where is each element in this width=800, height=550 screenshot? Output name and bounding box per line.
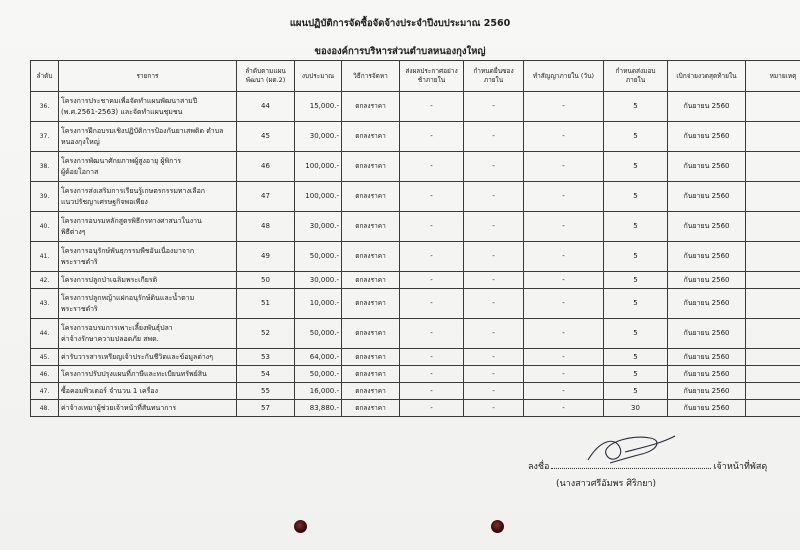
row-bid: - [464, 366, 524, 383]
row-disburse: กันยายน 2560 [668, 152, 746, 182]
table-row [31, 122, 800, 152]
row-item-line1: โครงการฝึกอบรมเชิงปฏิบัติการป้องกันยาเสพติด ตำบล [61, 126, 224, 135]
row-no: 40. [31, 212, 59, 242]
row-deliver: 5 [604, 289, 668, 319]
row-budget: 50,000.- [295, 319, 342, 349]
row-disburse: กันยายน 2560 [668, 92, 746, 122]
row-deliver: 30 [604, 400, 668, 417]
table-row [31, 272, 800, 289]
row-item-line1: ซื้อคอมพิวเตอร์ จำนวน 1 เครื่อง [61, 386, 159, 395]
row-method: ตกลงราคา [342, 212, 400, 242]
row-method: ตกลงราคา [342, 383, 400, 400]
row-deliver: 5 [604, 272, 668, 289]
row-disburse: กันยายน 2560 [668, 242, 746, 272]
row-item [59, 182, 237, 212]
row-plan-ref: 57 [237, 400, 295, 417]
row-item [59, 272, 237, 289]
row-item [59, 383, 237, 400]
row-item-line2: พระราชดำริ [61, 304, 98, 313]
row-method: ตกลงราคา [342, 122, 400, 152]
header-note: หมายเหตุ [746, 61, 800, 92]
binder-hole-left [294, 520, 307, 533]
row-bid: - [464, 182, 524, 212]
row-item-line1: โครงการอบรมหลักสูตรพิธีกรทางศาสนาในงาน [61, 216, 202, 225]
row-contract: - [524, 182, 604, 212]
row-announce: - [400, 349, 464, 366]
row-note [746, 349, 800, 366]
row-deliver: 5 [604, 152, 668, 182]
row-disburse: กันยายน 2560 [668, 289, 746, 319]
table-row [31, 349, 800, 366]
header-plan-ref: ลำดับตามแผนพัฒนา (ผด.2) [237, 61, 295, 92]
table-row [31, 92, 800, 122]
row-announce: - [400, 319, 464, 349]
row-budget: 16,000.- [295, 383, 342, 400]
row-bid: - [464, 349, 524, 366]
row-bid: - [464, 242, 524, 272]
header-deliver: กำหนดส่งมอบภายใน [604, 61, 668, 92]
row-bid: - [464, 92, 524, 122]
row-plan-ref: 55 [237, 383, 295, 400]
row-deliver: 5 [604, 242, 668, 272]
document-subtitle: ขององค์การบริหารส่วนตำบลหนองกุงใหญ่ [314, 46, 486, 57]
row-plan-ref: 47 [237, 182, 295, 212]
row-contract: - [524, 400, 604, 417]
row-bid: - [464, 272, 524, 289]
row-note [746, 319, 800, 349]
row-plan-ref: 53 [237, 349, 295, 366]
row-contract: - [524, 212, 604, 242]
row-no: 44. [31, 319, 59, 349]
row-note [746, 152, 800, 182]
row-note [746, 289, 800, 319]
row-contract: - [524, 319, 604, 349]
row-contract: - [524, 366, 604, 383]
row-disburse: กันยายน 2560 [668, 272, 746, 289]
row-announce: - [400, 212, 464, 242]
row-bid: - [464, 400, 524, 417]
row-contract: - [524, 349, 604, 366]
row-plan-ref: 45 [237, 122, 295, 152]
row-item [59, 92, 237, 122]
row-item-line2: ค่าจ้างรักษาความปลอดภัย สพด. [61, 334, 159, 343]
row-note [746, 92, 800, 122]
row-budget: 50,000.- [295, 366, 342, 383]
row-disburse: กันยายน 2560 [668, 212, 746, 242]
row-contract: - [524, 92, 604, 122]
row-disburse: กันยายน 2560 [668, 122, 746, 152]
row-no: 37. [31, 122, 59, 152]
row-budget: 83,880.- [295, 400, 342, 417]
row-item [59, 122, 237, 152]
row-bid: - [464, 152, 524, 182]
row-budget: 100,000.- [295, 182, 342, 212]
row-note [746, 212, 800, 242]
table-row [31, 383, 800, 400]
row-budget: 30,000.- [295, 212, 342, 242]
row-budget: 15,000.- [295, 92, 342, 122]
row-item [59, 366, 237, 383]
row-item [59, 319, 237, 349]
row-item-line1: โครงการประชาคมเพื่อจัดทำแผนพัฒนาสามปี [61, 96, 198, 105]
signature-blank [551, 458, 711, 469]
row-plan-ref: 46 [237, 152, 295, 182]
row-budget: 10,000.- [295, 289, 342, 319]
row-note [746, 366, 800, 383]
row-no: 43. [31, 289, 59, 319]
table-row [31, 212, 800, 242]
row-item [59, 400, 237, 417]
row-method: ตกลงราคา [342, 289, 400, 319]
row-disburse: กันยายน 2560 [668, 383, 746, 400]
row-item [59, 349, 237, 366]
signature-prefix: ลงชื่อ [528, 462, 550, 472]
procurement-plan-table [30, 60, 800, 417]
header-contract: ทำสัญญาภายใน (วัน) [524, 61, 604, 92]
header-disburse: เบิกจ่ายงวดสุดท้ายใน [668, 61, 746, 92]
row-disburse: กันยายน 2560 [668, 182, 746, 212]
header-item: รายการ [59, 61, 237, 92]
row-plan-ref: 49 [237, 242, 295, 272]
row-item-line2: (พ.ศ.2561-2563) และจัดทำแผนชุมชน [61, 107, 183, 116]
row-method: ตกลงราคา [342, 400, 400, 417]
signature-role: เจ้าหน้าที่พัสดุ [713, 462, 768, 472]
row-note [746, 272, 800, 289]
row-no: 41. [31, 242, 59, 272]
row-deliver: 5 [604, 212, 668, 242]
row-bid: - [464, 289, 524, 319]
row-no: 45. [31, 349, 59, 366]
row-item-line1: ค่ารับวารสารเหรียญเจ้าประกันชีวิตและข้อมูลต่างๆ [61, 352, 213, 361]
row-item-line2: หนองกุงใหญ่ [61, 137, 100, 146]
row-contract: - [524, 383, 604, 400]
row-item-line1: โครงการปลูกป่าเฉลิมพระเกียรติ [61, 275, 158, 284]
table-row [31, 152, 800, 182]
row-announce: - [400, 366, 464, 383]
row-note [746, 242, 800, 272]
row-note [746, 182, 800, 212]
header-bid: กำหนดยื่นซองภายใน [464, 61, 524, 92]
row-announce: - [400, 400, 464, 417]
row-contract: - [524, 122, 604, 152]
header-method: วิธีการจัดหา [342, 61, 400, 92]
header-announce: ส่งผลประกาศอย่างช้าภายใน [400, 61, 464, 92]
row-method: ตกลงราคา [342, 349, 400, 366]
row-contract: - [524, 272, 604, 289]
row-announce: - [400, 383, 464, 400]
row-announce: - [400, 182, 464, 212]
table-row [31, 182, 800, 212]
row-budget: 30,000.- [295, 272, 342, 289]
row-item-line2: พระราชดำริ [61, 257, 98, 266]
row-no: 42. [31, 272, 59, 289]
row-item-line1: ค่าจ้างเหมาผู้ช่วยเจ้าหน้าที่สันทนาการ [61, 403, 177, 412]
row-method: ตกลงราคา [342, 366, 400, 383]
row-item-line2: แนวปรัชญาเศรษฐกิจพอเพียง [61, 197, 148, 206]
row-no: 36. [31, 92, 59, 122]
header-no: ลำดับ [31, 61, 59, 92]
binder-hole-right [491, 520, 504, 533]
row-no: 38. [31, 152, 59, 182]
row-method: ตกลงราคา [342, 272, 400, 289]
row-plan-ref: 51 [237, 289, 295, 319]
table-row [31, 289, 800, 319]
signature-line [528, 458, 767, 473]
row-contract: - [524, 242, 604, 272]
row-item-line2: ผู้ด้อยโอกาส [61, 167, 99, 176]
row-bid: - [464, 122, 524, 152]
row-method: ตกลงราคา [342, 319, 400, 349]
row-no: 39. [31, 182, 59, 212]
row-note [746, 383, 800, 400]
row-budget: 30,000.- [295, 122, 342, 152]
row-item-line1: โครงการอบรมการเพาะเลี้ยงพันธุ์ปลา [61, 323, 173, 332]
row-item-line1: โครงการปรับปรุงแผนที่ภาษีและทะเบียนทรัพย์สิน [61, 369, 207, 378]
table-row [31, 242, 800, 272]
header-budget: งบประมาณ [295, 61, 342, 92]
row-no: 47. [31, 383, 59, 400]
row-disburse: กันยายน 2560 [668, 366, 746, 383]
row-announce: - [400, 272, 464, 289]
row-method: ตกลงราคา [342, 152, 400, 182]
row-budget: 100,000.- [295, 152, 342, 182]
row-announce: - [400, 242, 464, 272]
document-title: แผนปฏิบัติการจัดซื้อจัดจ้างประจำปีงบประมาณ 2560 [289, 18, 511, 29]
row-item [59, 212, 237, 242]
row-item-line1: โครงการพัฒนาศักยภาพผู้สูงอายุ ผู้พิการ [61, 156, 182, 165]
row-method: ตกลงราคา [342, 182, 400, 212]
row-announce: - [400, 122, 464, 152]
row-deliver: 5 [604, 319, 668, 349]
row-plan-ref: 48 [237, 212, 295, 242]
row-announce: - [400, 152, 464, 182]
row-announce: - [400, 92, 464, 122]
row-note [746, 400, 800, 417]
row-contract: - [524, 289, 604, 319]
row-item-line1: โครงการอนุรักษ์พันธุกรรมพืชอันเนื่องมาจาก [61, 246, 195, 255]
signatory-name: (นางสาวศรีอัมพร ศิริกยา) [556, 479, 657, 489]
table-row [31, 319, 800, 349]
row-deliver: 5 [604, 122, 668, 152]
row-item-line2: พิธีต่างๆ [61, 227, 86, 236]
row-note [746, 122, 800, 152]
table-row [31, 400, 800, 417]
row-item [59, 152, 237, 182]
row-contract: - [524, 152, 604, 182]
row-deliver: 5 [604, 92, 668, 122]
row-deliver: 5 [604, 182, 668, 212]
row-deliver: 5 [604, 383, 668, 400]
row-no: 46. [31, 366, 59, 383]
row-method: ตกลงราคา [342, 92, 400, 122]
row-item [59, 289, 237, 319]
row-bid: - [464, 319, 524, 349]
row-plan-ref: 54 [237, 366, 295, 383]
row-announce: - [400, 289, 464, 319]
row-plan-ref: 44 [237, 92, 295, 122]
row-disburse: กันยายน 2560 [668, 319, 746, 349]
row-deliver: 5 [604, 366, 668, 383]
row-item-line1: โครงการส่งเสริมการเรียนรู้เกษตรกรรมทางเลือก [61, 186, 206, 195]
row-disburse: กันยายน 2560 [668, 400, 746, 417]
row-item-line1: โครงการปลูกหญ้าแฝกอนุรักษ์ดินและน้ำตาม [61, 293, 195, 302]
table-header-row [31, 61, 800, 92]
row-plan-ref: 50 [237, 272, 295, 289]
row-bid: - [464, 212, 524, 242]
row-item [59, 242, 237, 272]
row-method: ตกลงราคา [342, 242, 400, 272]
row-budget: 50,000.- [295, 242, 342, 272]
table-row [31, 366, 800, 383]
row-no: 48. [31, 400, 59, 417]
row-disburse: กันยายน 2560 [668, 349, 746, 366]
row-budget: 64,000.- [295, 349, 342, 366]
row-deliver: 5 [604, 349, 668, 366]
row-bid: - [464, 383, 524, 400]
row-plan-ref: 52 [237, 319, 295, 349]
